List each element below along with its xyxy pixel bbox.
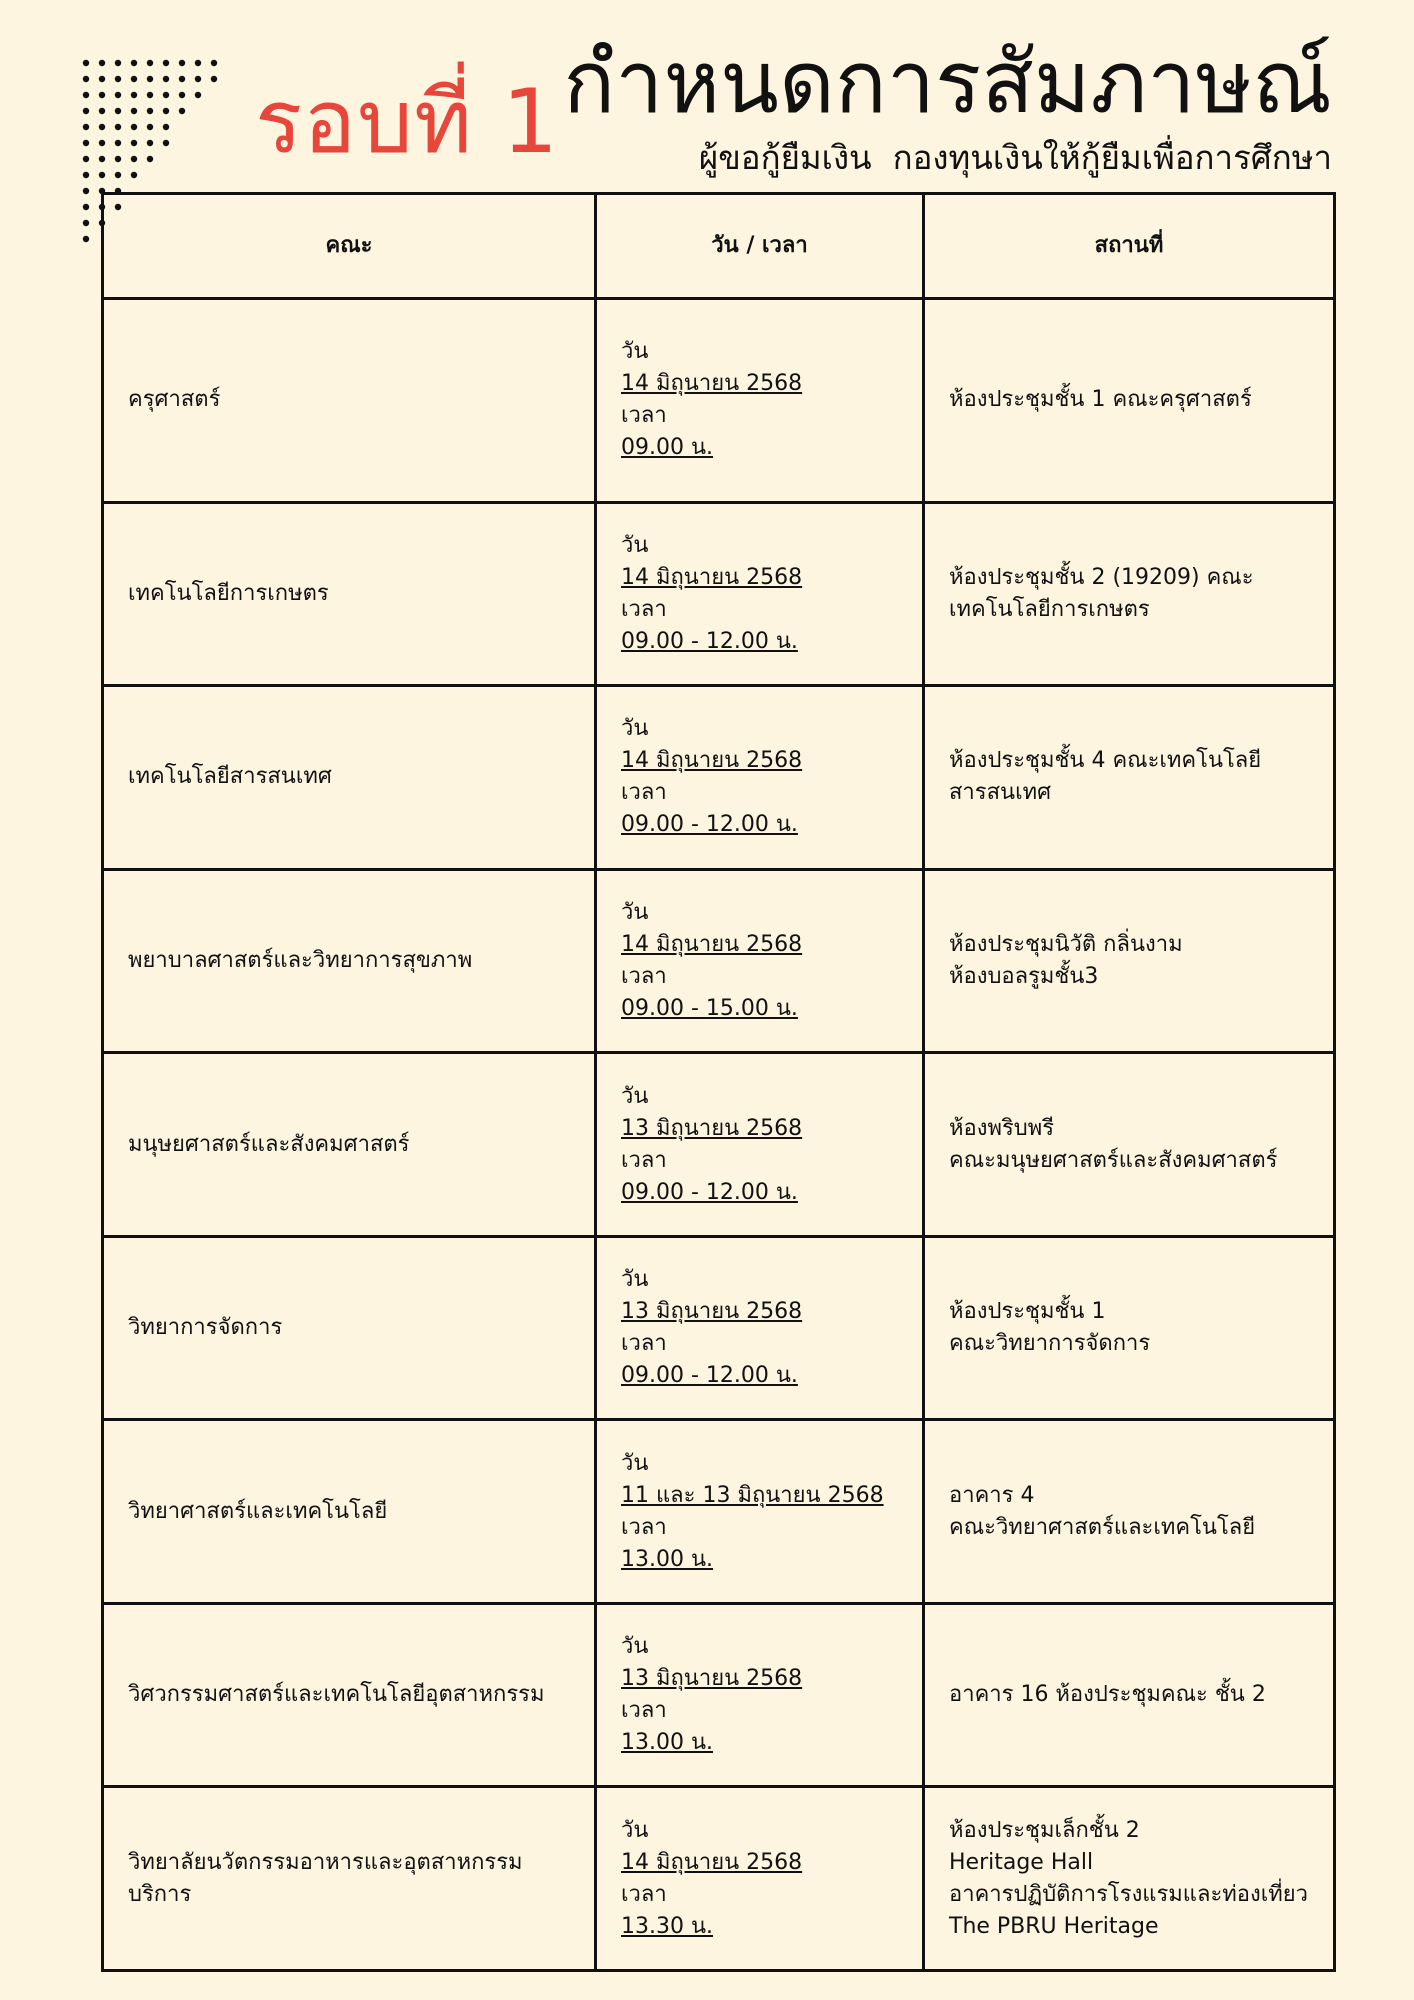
table-row	[103, 1053, 1335, 1237]
dot	[131, 156, 137, 162]
dot	[99, 172, 105, 178]
dot	[179, 76, 185, 82]
dot	[163, 140, 169, 146]
dot	[99, 156, 105, 162]
dot	[195, 76, 201, 82]
dot	[83, 124, 89, 130]
dot	[147, 76, 153, 82]
location-line: Heritage Hall	[949, 1849, 1094, 1875]
interview-schedule-table	[101, 192, 1336, 1972]
day-label: วัน	[621, 716, 649, 742]
day-label: วัน	[621, 339, 649, 365]
dot	[195, 92, 201, 98]
faculty-name: ครุศาสตร์	[128, 387, 221, 413]
location-line: เทคโนโลยีการเกษตร	[949, 596, 1150, 622]
interview-date: 14 มิถุนายน 2568	[621, 1849, 803, 1875]
date-time-cell	[596, 1603, 924, 1787]
location-cell	[924, 1236, 1335, 1420]
dot	[99, 60, 105, 66]
faculty-name: พยาบาลศาสตร์และวิทยาการสุขภาพ	[128, 947, 473, 973]
dot	[131, 76, 137, 82]
faculty-cell	[103, 1787, 596, 1971]
dot	[131, 60, 137, 66]
date-time-cell	[596, 1787, 924, 1971]
date-time-cell	[596, 686, 924, 870]
location-cell	[924, 686, 1335, 870]
table-row	[103, 1787, 1335, 1971]
faculty-name: วิศวกรรมศาสตร์และเทคโนโลยีอุตสาหกรรม	[128, 1682, 545, 1708]
dot	[131, 124, 137, 130]
location-line: คณะมนุษยศาสตร์และสังคมศาสตร์	[949, 1147, 1278, 1173]
header-date-time: วัน / เวลา	[596, 194, 924, 299]
dot	[195, 60, 201, 66]
interview-date: 13 มิถุนายน 2568	[621, 1115, 803, 1141]
time-label: เวลา	[621, 1514, 667, 1540]
faculty-cell	[103, 1420, 596, 1604]
dot	[211, 60, 217, 66]
dot	[131, 140, 137, 146]
dot	[163, 60, 169, 66]
dot	[115, 124, 121, 130]
interview-time: 13.30 น.	[621, 1913, 714, 1939]
location-line: อาคาร 16 ห้องประชุมคณะ ชั้น 2	[949, 1682, 1266, 1708]
table-row	[103, 686, 1335, 870]
dot	[115, 108, 121, 114]
dot	[147, 124, 153, 130]
dot	[179, 108, 185, 114]
location-cell	[924, 1787, 1335, 1971]
faculty-cell	[103, 869, 596, 1053]
dot	[163, 92, 169, 98]
table-header-row	[103, 194, 1335, 299]
dot	[147, 108, 153, 114]
dot	[179, 92, 185, 98]
faculty-cell	[103, 1236, 596, 1420]
day-label: วัน	[621, 899, 649, 925]
location-line: The PBRU Heritage	[949, 1913, 1159, 1939]
dot	[163, 76, 169, 82]
dot	[115, 76, 121, 82]
dot	[131, 172, 137, 178]
time-label: เวลา	[621, 403, 667, 429]
faculty-name: วิทยาลัยนวัตกรรมอาหารและอุตสาหกรรม	[128, 1849, 523, 1875]
interview-date: 13 มิถุนายน 2568	[621, 1666, 803, 1692]
location-line: ห้องพริบพรี	[949, 1115, 1055, 1141]
dot	[99, 124, 105, 130]
dot	[115, 60, 121, 66]
dot	[83, 220, 89, 226]
location-line: ห้องบอลรูมชั้น3	[949, 963, 1099, 989]
faculty-cell	[103, 686, 596, 870]
time-label: เวลา	[621, 1698, 667, 1724]
date-time-cell	[596, 1420, 924, 1604]
interview-time: 13.00 น.	[621, 1730, 714, 1756]
interview-time: 09.00 - 12.00 น.	[621, 1363, 798, 1389]
time-label: เวลา	[621, 1331, 667, 1357]
dot	[83, 156, 89, 162]
dot	[163, 124, 169, 130]
table-row	[103, 299, 1335, 503]
location-line: คณะวิทยาศาสตร์และเทคโนโลยี	[949, 1514, 1256, 1540]
interview-date: 11 และ 13 มิถุนายน 2568	[621, 1482, 884, 1508]
location-line: อาคาร 4	[949, 1482, 1035, 1508]
date-time-cell	[596, 299, 924, 503]
interview-time: 09.00 - 12.00 น.	[621, 1179, 798, 1205]
dot	[83, 92, 89, 98]
dot	[147, 140, 153, 146]
dot	[115, 156, 121, 162]
date-time-cell	[596, 1236, 924, 1420]
time-label: เวลา	[621, 963, 667, 989]
faculty-name: เทคโนโลยีสารสนเทศ	[128, 764, 332, 790]
dot	[147, 156, 153, 162]
day-label: วัน	[621, 1817, 649, 1843]
faculty-name: มนุษยศาสตร์และสังคมศาสตร์	[128, 1131, 410, 1157]
location-line: ห้องประชุมชั้น 1	[949, 1299, 1106, 1325]
location-cell	[924, 502, 1335, 686]
interview-time: 09.00 - 15.00 น.	[621, 995, 798, 1021]
interview-time: 09.00 น.	[621, 435, 714, 461]
page-subtitle: ผู้ขอกู้ยืมเงิน กองทุนเงินให้กู้ยืมเพื่อการศึกษา	[698, 138, 1332, 177]
interview-time: 09.00 - 12.00 น.	[621, 812, 798, 838]
location-line: คณะวิทยาการจัดการ	[949, 1331, 1151, 1357]
day-label: วัน	[621, 1083, 649, 1109]
table-row	[103, 1420, 1335, 1604]
page-title: กำหนดการสัมภาษณ์	[563, 33, 1332, 133]
location-line: ห้องประชุมชั้น 2 (19209) คณะ	[949, 564, 1254, 590]
dot	[211, 76, 217, 82]
location-line: สารสนเทศ	[949, 780, 1052, 806]
dot	[83, 172, 89, 178]
dot	[147, 60, 153, 66]
day-label: วัน	[621, 532, 649, 558]
day-label: วัน	[621, 1634, 649, 1660]
location-line: ห้องประชุมนิวัติ กลิ่นงาม	[949, 931, 1183, 957]
dot	[83, 108, 89, 114]
faculty-cell	[103, 1603, 596, 1787]
dot	[99, 76, 105, 82]
header-location: สถานที่	[924, 194, 1335, 299]
faculty-cell	[103, 299, 596, 503]
dot	[115, 140, 121, 146]
location-line: อาคารปฏิบัติการโรงแรมและท่องเที่ยว	[949, 1881, 1309, 1907]
table-row	[103, 1603, 1335, 1787]
table-row	[103, 869, 1335, 1053]
time-label: เวลา	[621, 596, 667, 622]
dot	[147, 92, 153, 98]
table-row	[103, 1236, 1335, 1420]
dot	[99, 92, 105, 98]
date-time-cell	[596, 502, 924, 686]
dot	[83, 76, 89, 82]
location-cell	[924, 299, 1335, 503]
table-row	[103, 502, 1335, 686]
dot	[131, 92, 137, 98]
header-faculty: คณะ	[103, 194, 596, 299]
dot	[163, 108, 169, 114]
interview-date: 14 มิถุนายน 2568	[621, 564, 803, 590]
date-time-cell	[596, 1053, 924, 1237]
day-label: วัน	[621, 1450, 649, 1476]
day-label: วัน	[621, 1267, 649, 1293]
faculty-name: วิทยาศาสตร์และเทคโนโลยี	[128, 1498, 388, 1524]
dot	[99, 140, 105, 146]
time-label: เวลา	[621, 1147, 667, 1173]
interview-date: 13 มิถุนายน 2568	[621, 1299, 803, 1325]
faculty-name: เทคโนโลยีการเกษตร	[128, 580, 329, 606]
dot	[131, 108, 137, 114]
location-cell	[924, 1053, 1335, 1237]
location-cell	[924, 869, 1335, 1053]
dot	[83, 236, 89, 242]
location-line: ห้องประชุมชั้น 1 คณะครุศาสตร์	[949, 387, 1252, 413]
interview-date: 14 มิถุนายน 2568	[621, 931, 803, 957]
time-label: เวลา	[621, 780, 667, 806]
interview-date: 14 มิถุนายน 2568	[621, 748, 803, 774]
date-time-cell	[596, 869, 924, 1053]
faculty-cell	[103, 1053, 596, 1237]
dot	[99, 108, 105, 114]
dot	[83, 188, 89, 194]
faculty-cell	[103, 502, 596, 686]
location-line: ห้องประชุมชั้น 4 คณะเทคโนโลยี	[949, 748, 1262, 774]
faculty-name: วิทยาการจัดการ	[128, 1315, 283, 1341]
dot	[179, 60, 185, 66]
location-line: ห้องประชุมเล็กชั้น 2	[949, 1817, 1140, 1843]
location-cell	[924, 1603, 1335, 1787]
interview-time: 13.00 น.	[621, 1546, 714, 1572]
round-title: รอบที่ 1	[255, 70, 559, 173]
dot	[83, 204, 89, 210]
time-label: เวลา	[621, 1881, 667, 1907]
location-cell	[924, 1420, 1335, 1604]
faculty-name: บริการ	[128, 1881, 192, 1907]
dot	[83, 140, 89, 146]
dot	[115, 172, 121, 178]
dot	[115, 92, 121, 98]
interview-time: 09.00 - 12.00 น.	[621, 628, 798, 654]
interview-date: 14 มิถุนายน 2568	[621, 371, 803, 397]
dot	[83, 60, 89, 66]
